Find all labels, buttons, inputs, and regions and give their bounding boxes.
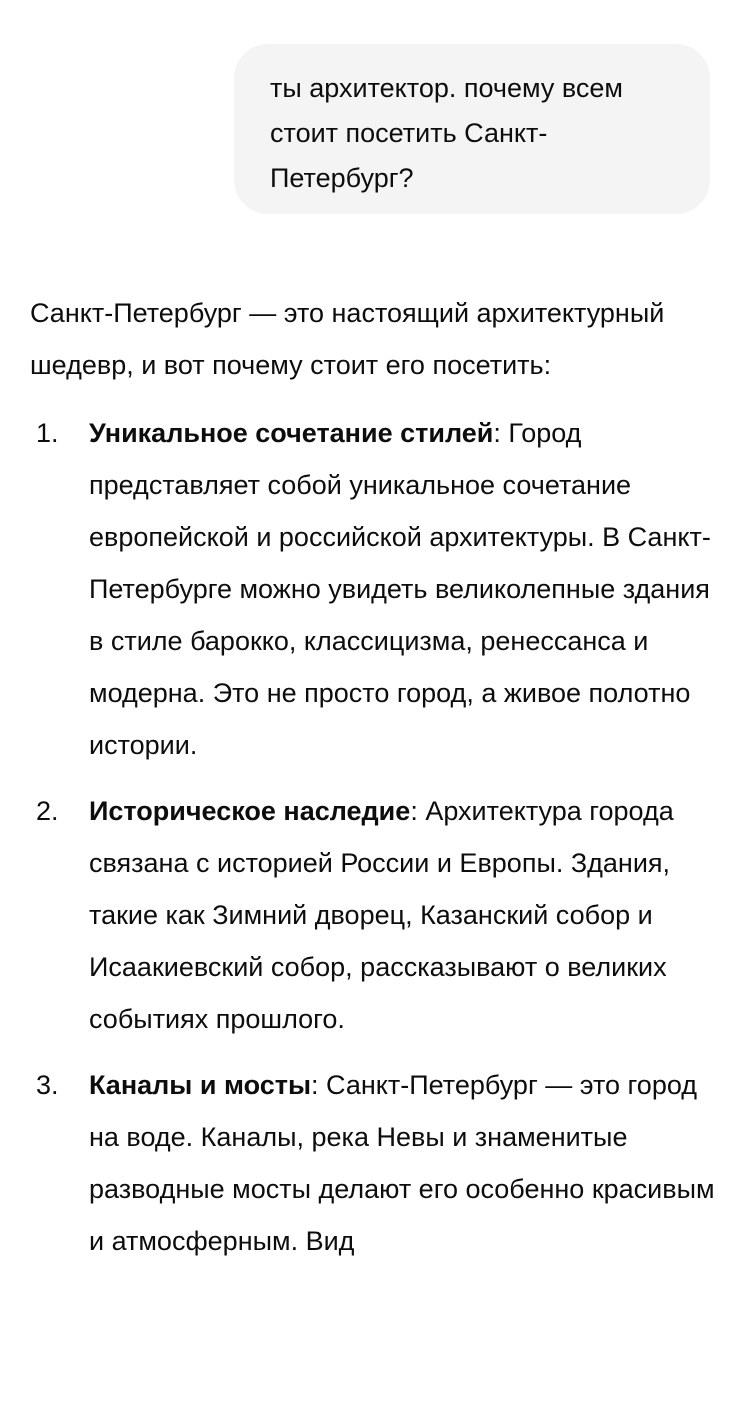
list-item-separator: : <box>410 796 418 826</box>
list-item-text: Город представляет собой уникальное сочетание европейской и российской архитектуры. В Санкт-Петербурге можно увидеть великолепные здания в стиле барокко, классицизма, ренессанса и модерна. Это не просто город, а живое полотно истории. <box>89 418 711 760</box>
list-item-title: Каналы и мосты <box>89 1070 312 1100</box>
list-item-number: 1. <box>36 418 59 448</box>
list-item-separator: : <box>493 418 501 448</box>
list-item-number: 3. <box>36 1070 59 1100</box>
list-item-number: 2. <box>36 796 59 826</box>
assistant-intro: Санкт-Петербург — это настоящий архитектурный шедевр, и вот почему стоит его посетить: <box>30 298 665 380</box>
list-item-separator: : <box>311 1070 319 1100</box>
list-item-title: Историческое наследие <box>89 796 411 826</box>
list-item-text: Архитектура города связана с историей России и Европы. Здания, такие как Зимний дворец, Казанский собор и Исаакиевский собор, рассказывают о великих событиях прошлого. <box>89 796 674 1034</box>
user-message-text: ты архитектор. почему всем стоит посетить Санкт-Петербург? <box>270 73 623 193</box>
list-item-text: Санкт-Петербург — это город на воде. Каналы, река Невы и знаменитые разводные мосты делают его особенно красивым и атмосферным. Вид <box>89 1070 715 1256</box>
list-item <box>30 407 720 771</box>
list-item-title: Уникальное сочетание стилей <box>89 418 494 448</box>
list-item <box>30 785 720 1045</box>
user-message-bubble <box>234 44 710 214</box>
assistant-point-list <box>30 407 720 1267</box>
assistant-message <box>30 287 720 1281</box>
list-item <box>30 1059 720 1267</box>
user-message-row <box>234 44 710 214</box>
